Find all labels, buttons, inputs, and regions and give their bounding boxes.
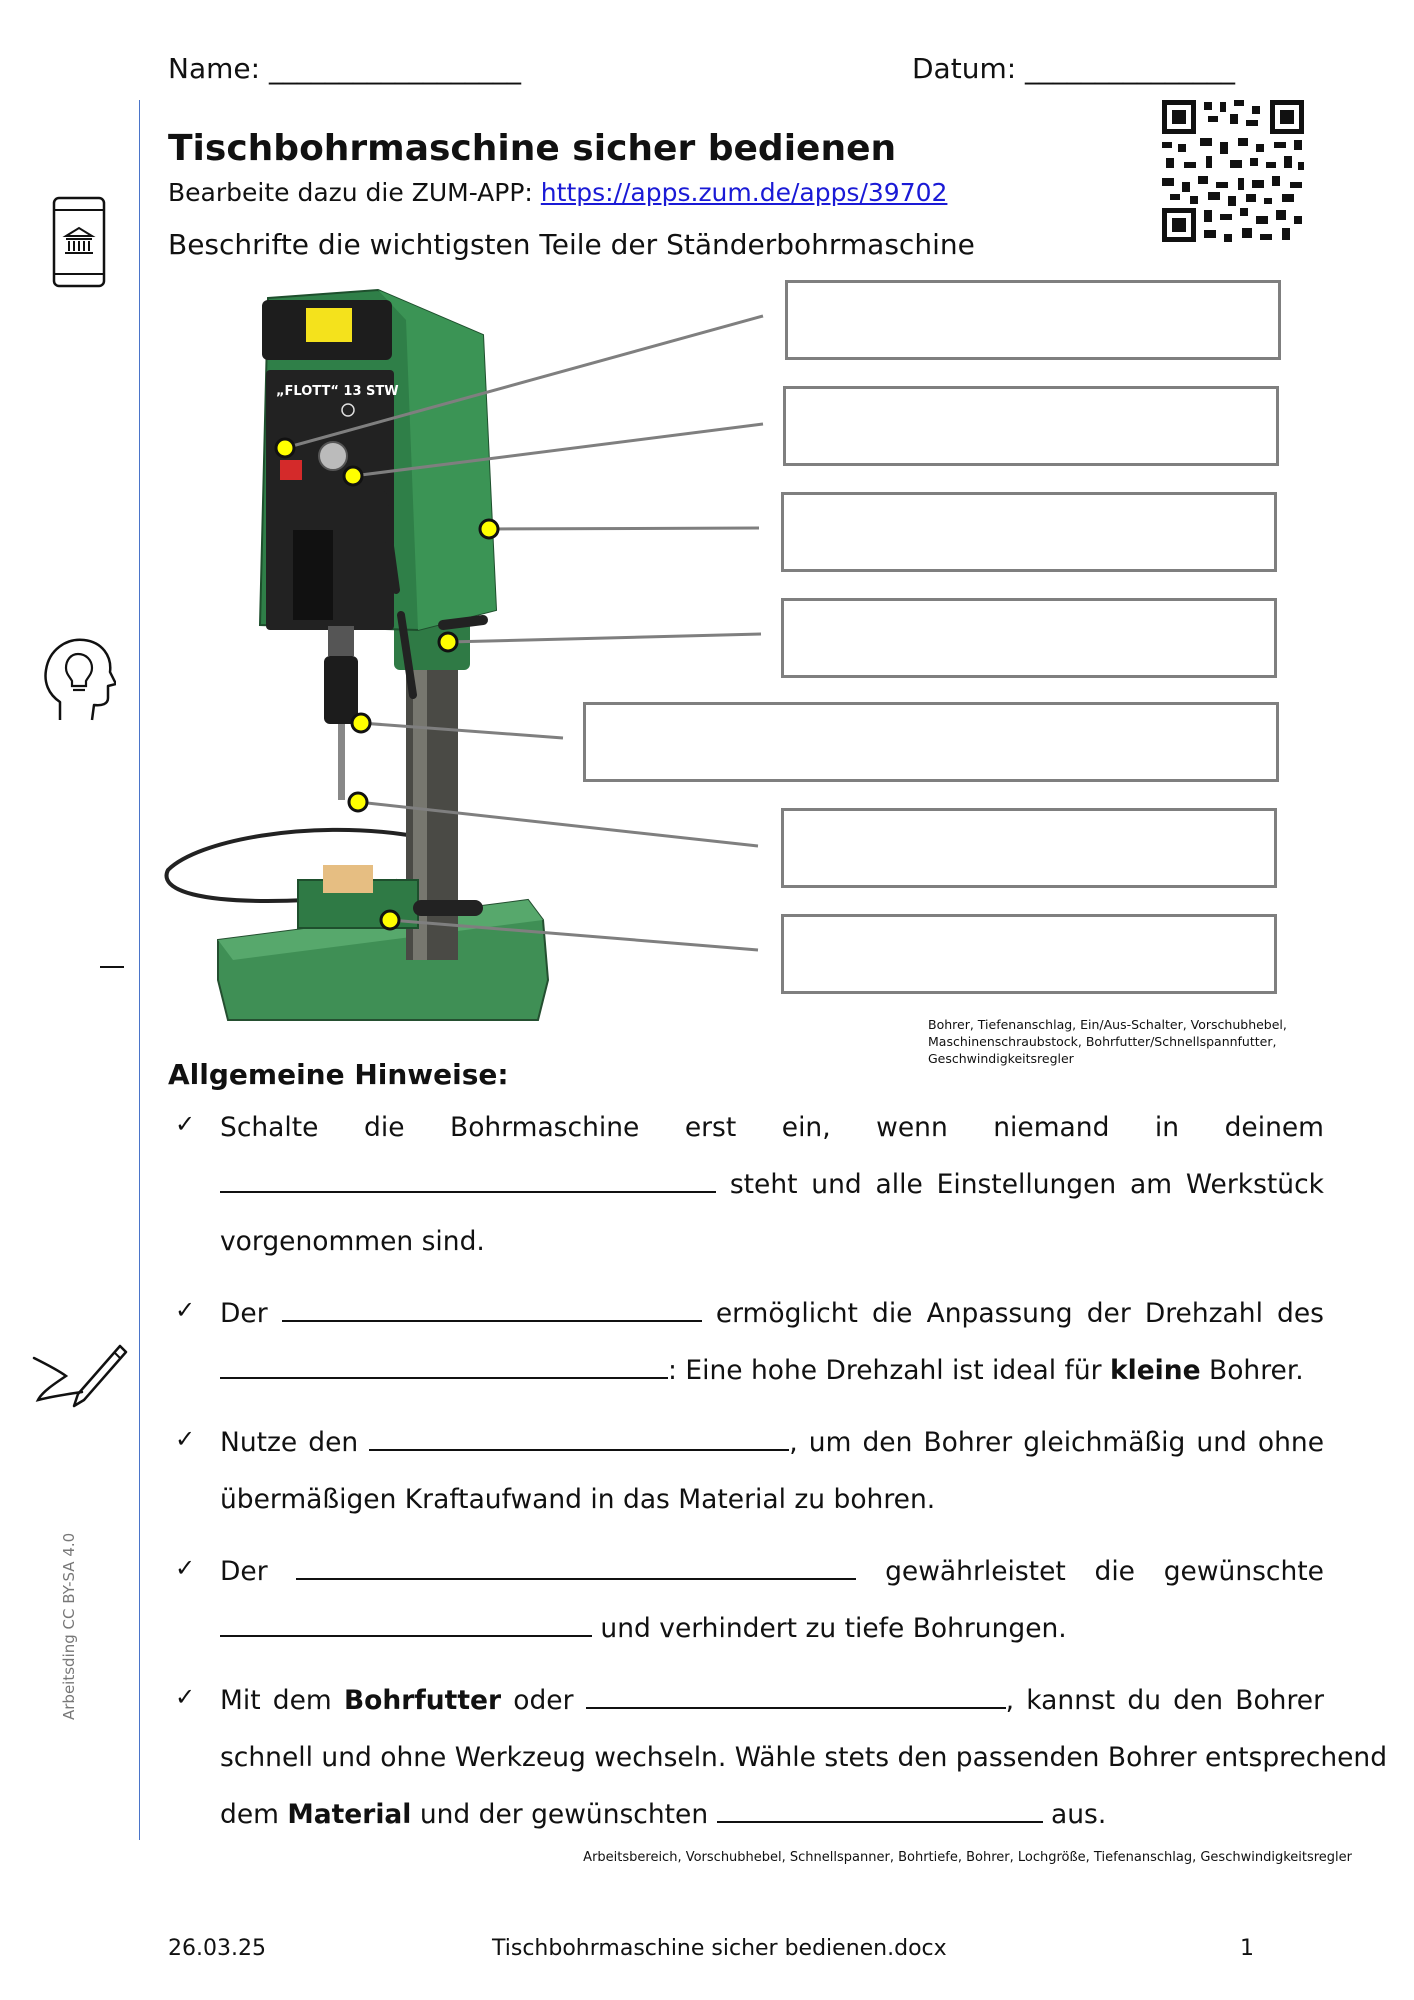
marker-drill-bit (349, 793, 367, 811)
hints-heading: Allgemeine Hinweise: (168, 1058, 509, 1091)
hint-item: Mit dem Bohrfutter oder , kannst du den Bohrer schnell und ohne Werkzeug wechseln. Wähle stets den passenden Bohrer entsprechend dem Material und der gewünschten aus. (220, 1672, 1324, 1843)
check-icon: ✓ (175, 1296, 196, 1324)
answer-blank[interactable] (282, 1290, 702, 1322)
marker-feed-lever (439, 633, 457, 651)
label-box[interactable] (783, 386, 1279, 466)
marker-speed-control (344, 467, 362, 485)
qr-code (1160, 98, 1306, 244)
smartphone-icon (52, 196, 108, 290)
marker-on-off-switch (276, 439, 294, 457)
marker-vise (381, 911, 399, 929)
label-box[interactable] (781, 492, 1277, 572)
label-box[interactable] (781, 808, 1277, 888)
marker-chuck (352, 714, 370, 732)
pen-writing-icon (32, 1340, 128, 1416)
zum-app-link[interactable]: https://apps.zum.de/apps/39702 (540, 178, 948, 207)
label-box[interactable] (785, 280, 1281, 360)
worksheet-title: Tischbohrmaschine sicher bedienen (168, 128, 897, 169)
check-icon: ✓ (175, 1554, 196, 1582)
footer-filename: Tischbohrmaschine sicher bedienen.docx (492, 1936, 947, 1961)
answer-blank[interactable] (220, 1161, 716, 1193)
machine-brand-label: „FLOTT“ 13 STW (276, 384, 399, 399)
hint-item: Schalte die Bohrmaschine erst ein, wenn niemand in deinem steht und alle Einstellungen am Werkstück vorgenommen sind. (220, 1112, 1324, 1257)
check-icon: ✓ (175, 1425, 196, 1453)
fold-mark (100, 966, 124, 968)
license-text: Arbeitsding CC BY-SA 4.0 (60, 1532, 78, 1720)
date-field: Datum: _______________ (912, 52, 1236, 85)
lightbulb-head-icon (40, 632, 116, 724)
hint-item: Der gewährleistet die gewünschte und verhindert zu tiefe Bohrungen. (220, 1543, 1324, 1657)
label-box[interactable] (583, 702, 1279, 782)
check-icon: ✓ (175, 1683, 196, 1711)
parts-word-bank: Bohrer, Tiefenanschlag, Ein/Aus-Schalter, Vorschubhebel, Maschinenschraubstock, Bohrfutter/Schnellspannfutter, Geschwindigkeitsregler (928, 1017, 1287, 1066)
answer-blank[interactable] (220, 1347, 668, 1379)
footer-date: 26.03.25 (168, 1936, 266, 1961)
answer-blank[interactable] (586, 1677, 1006, 1709)
check-icon: ✓ (175, 1110, 196, 1138)
footer-page-number: 1 (1240, 1936, 1254, 1961)
answer-blank[interactable] (717, 1791, 1043, 1823)
answer-blank[interactable] (296, 1548, 856, 1580)
hints-word-bank: Arbeitsbereich, Vorschubhebel, Schnellspanner, Bohrtiefe, Bohrer, Lochgröße, Tiefenanschlag, Geschwindigkeitsregler (583, 1850, 1352, 1865)
instruction-text: Beschrifte die wichtigsten Teile der Ständerbohrmaschine (168, 228, 975, 261)
label-box[interactable] (781, 598, 1277, 678)
name-field: Name: __________________ (168, 52, 521, 85)
subtitle: Bearbeite dazu die ZUM-APP: https://apps.zum.de/apps/39702 (168, 178, 948, 207)
label-box[interactable] (781, 914, 1277, 994)
hint-item: Nutze den , um den Bohrer gleichmäßig und ohne übermäßigen Kraftaufwand in das Material zu bohren. (220, 1414, 1324, 1528)
hint-item: Der ermöglicht die Anpassung der Drehzahl des : Eine hohe Drehzahl ist ideal für kleine Bohrer. (220, 1285, 1324, 1399)
answer-blank[interactable] (369, 1419, 789, 1451)
answer-blank[interactable] (220, 1605, 592, 1637)
marker-depth-stop (480, 520, 498, 538)
margin-line (139, 100, 140, 1840)
